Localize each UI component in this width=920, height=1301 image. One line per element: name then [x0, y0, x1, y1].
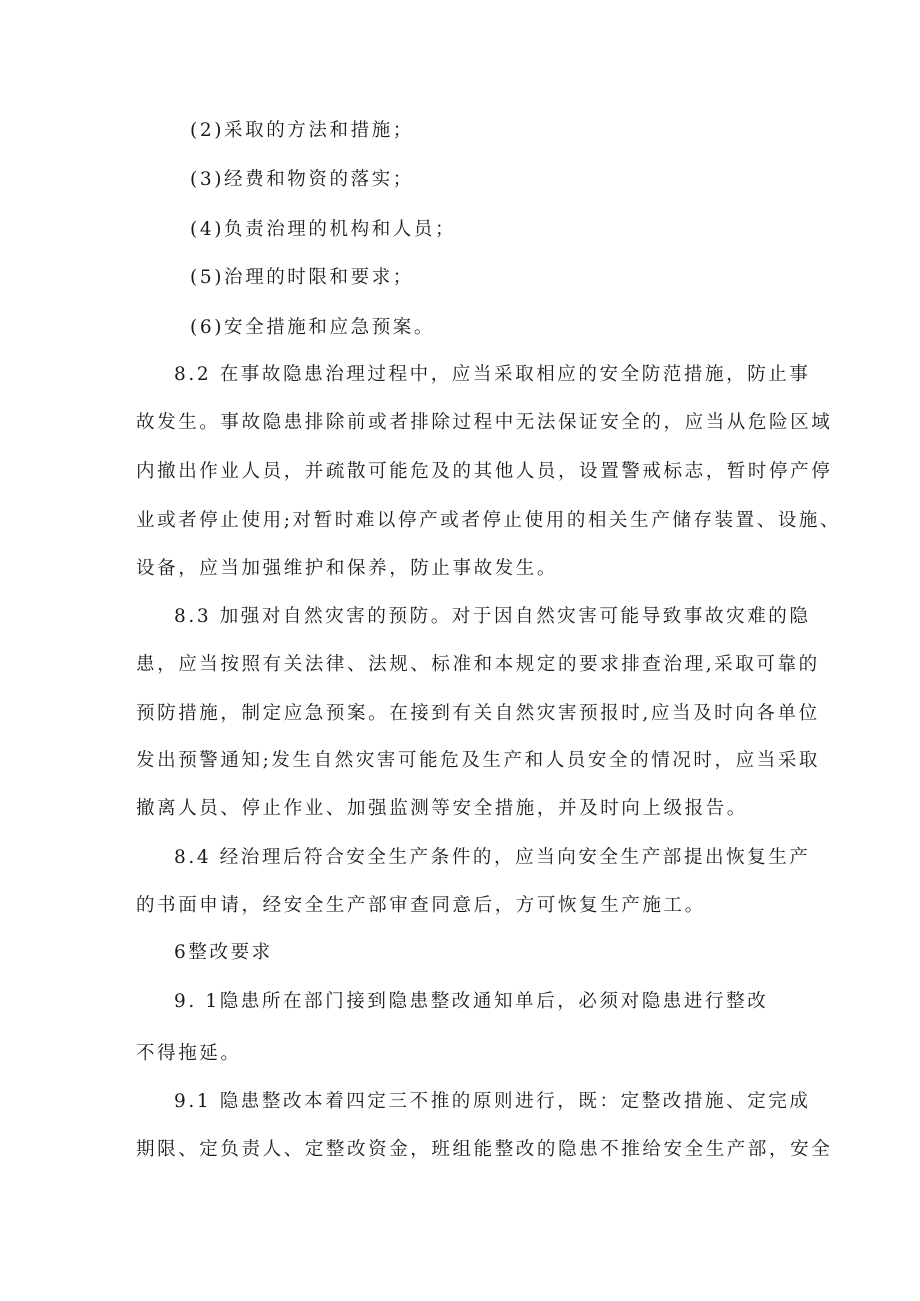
paragraph-line: 业或者停止使用;对暂时难以停产或者停止使用的相关生产储存装置、设施、 [136, 510, 842, 531]
list-item-4: (4)负责治理的机构和人员； [190, 219, 457, 240]
paragraph-line: 9. 1隐患所在部门接到隐患整改通知单后，必须对隐患进行整改 [174, 991, 769, 1012]
paragraph-line: 故发生。事故隐患排除前或者排除过程中无法保证安全的，应当从危险区域 [136, 412, 833, 433]
list-item-5: (5)治理的时限和要求； [190, 267, 414, 288]
paragraph-line: 期限、定负责人、定整改资金，班组能整改的隐患不推给安全生产部，安全 [136, 1139, 833, 1160]
paragraph-line: 8.4 经治理后符合安全生产条件的，应当向安全生产部提出恢复生产 [174, 847, 811, 868]
list-item-2: (2)采取的方法和措施； [190, 120, 414, 141]
list-item-6: (6)安全措施和应急预案。 [190, 317, 436, 338]
paragraph-line: 8.2 在事故隐患治理过程中，应当采取相应的安全防范措施，防止事 [174, 364, 811, 385]
paragraph-line: 患，应当按照有关法律、法规、标准和本规定的要求排查治理,采取可靠的 [136, 654, 820, 675]
paragraph-line: 撤离人员、停止作业、加强监测等安全措施，并及时向上级报告。 [136, 798, 748, 819]
paragraph-line: 9.1 隐患整改本着四定三不推的原则进行，既：定整改措施、定完成 [174, 1091, 811, 1112]
paragraph-line: 发出预警通知;发生自然灾害可能危及生产和人员安全的情况时，应当采取 [136, 750, 821, 771]
paragraph-line: 内撤出作业人员，并疏散可能危及的其他人员，设置警戒标志，暂时停产停 [136, 461, 833, 482]
section-heading: 6整改要求 [174, 942, 273, 963]
paragraph-line: 的书面申请，经安全生产部审查同意后，方可恢复生产施工。 [136, 895, 706, 916]
list-item-3: (3)经费和物资的落实； [190, 169, 414, 190]
paragraph-line: 设备，应当加强维护和保养，防止事故发生。 [136, 558, 559, 579]
paragraph-line: 预防措施，制定应急预案。在接到有关自然灾害预报时,应当及时向各单位 [136, 703, 820, 724]
paragraph-line: 8.3 加强对自然灾害的预防。对于因自然灾害可能导致事故灾难的隐 [174, 606, 811, 627]
paragraph-line: 不得拖延。 [136, 1043, 242, 1064]
